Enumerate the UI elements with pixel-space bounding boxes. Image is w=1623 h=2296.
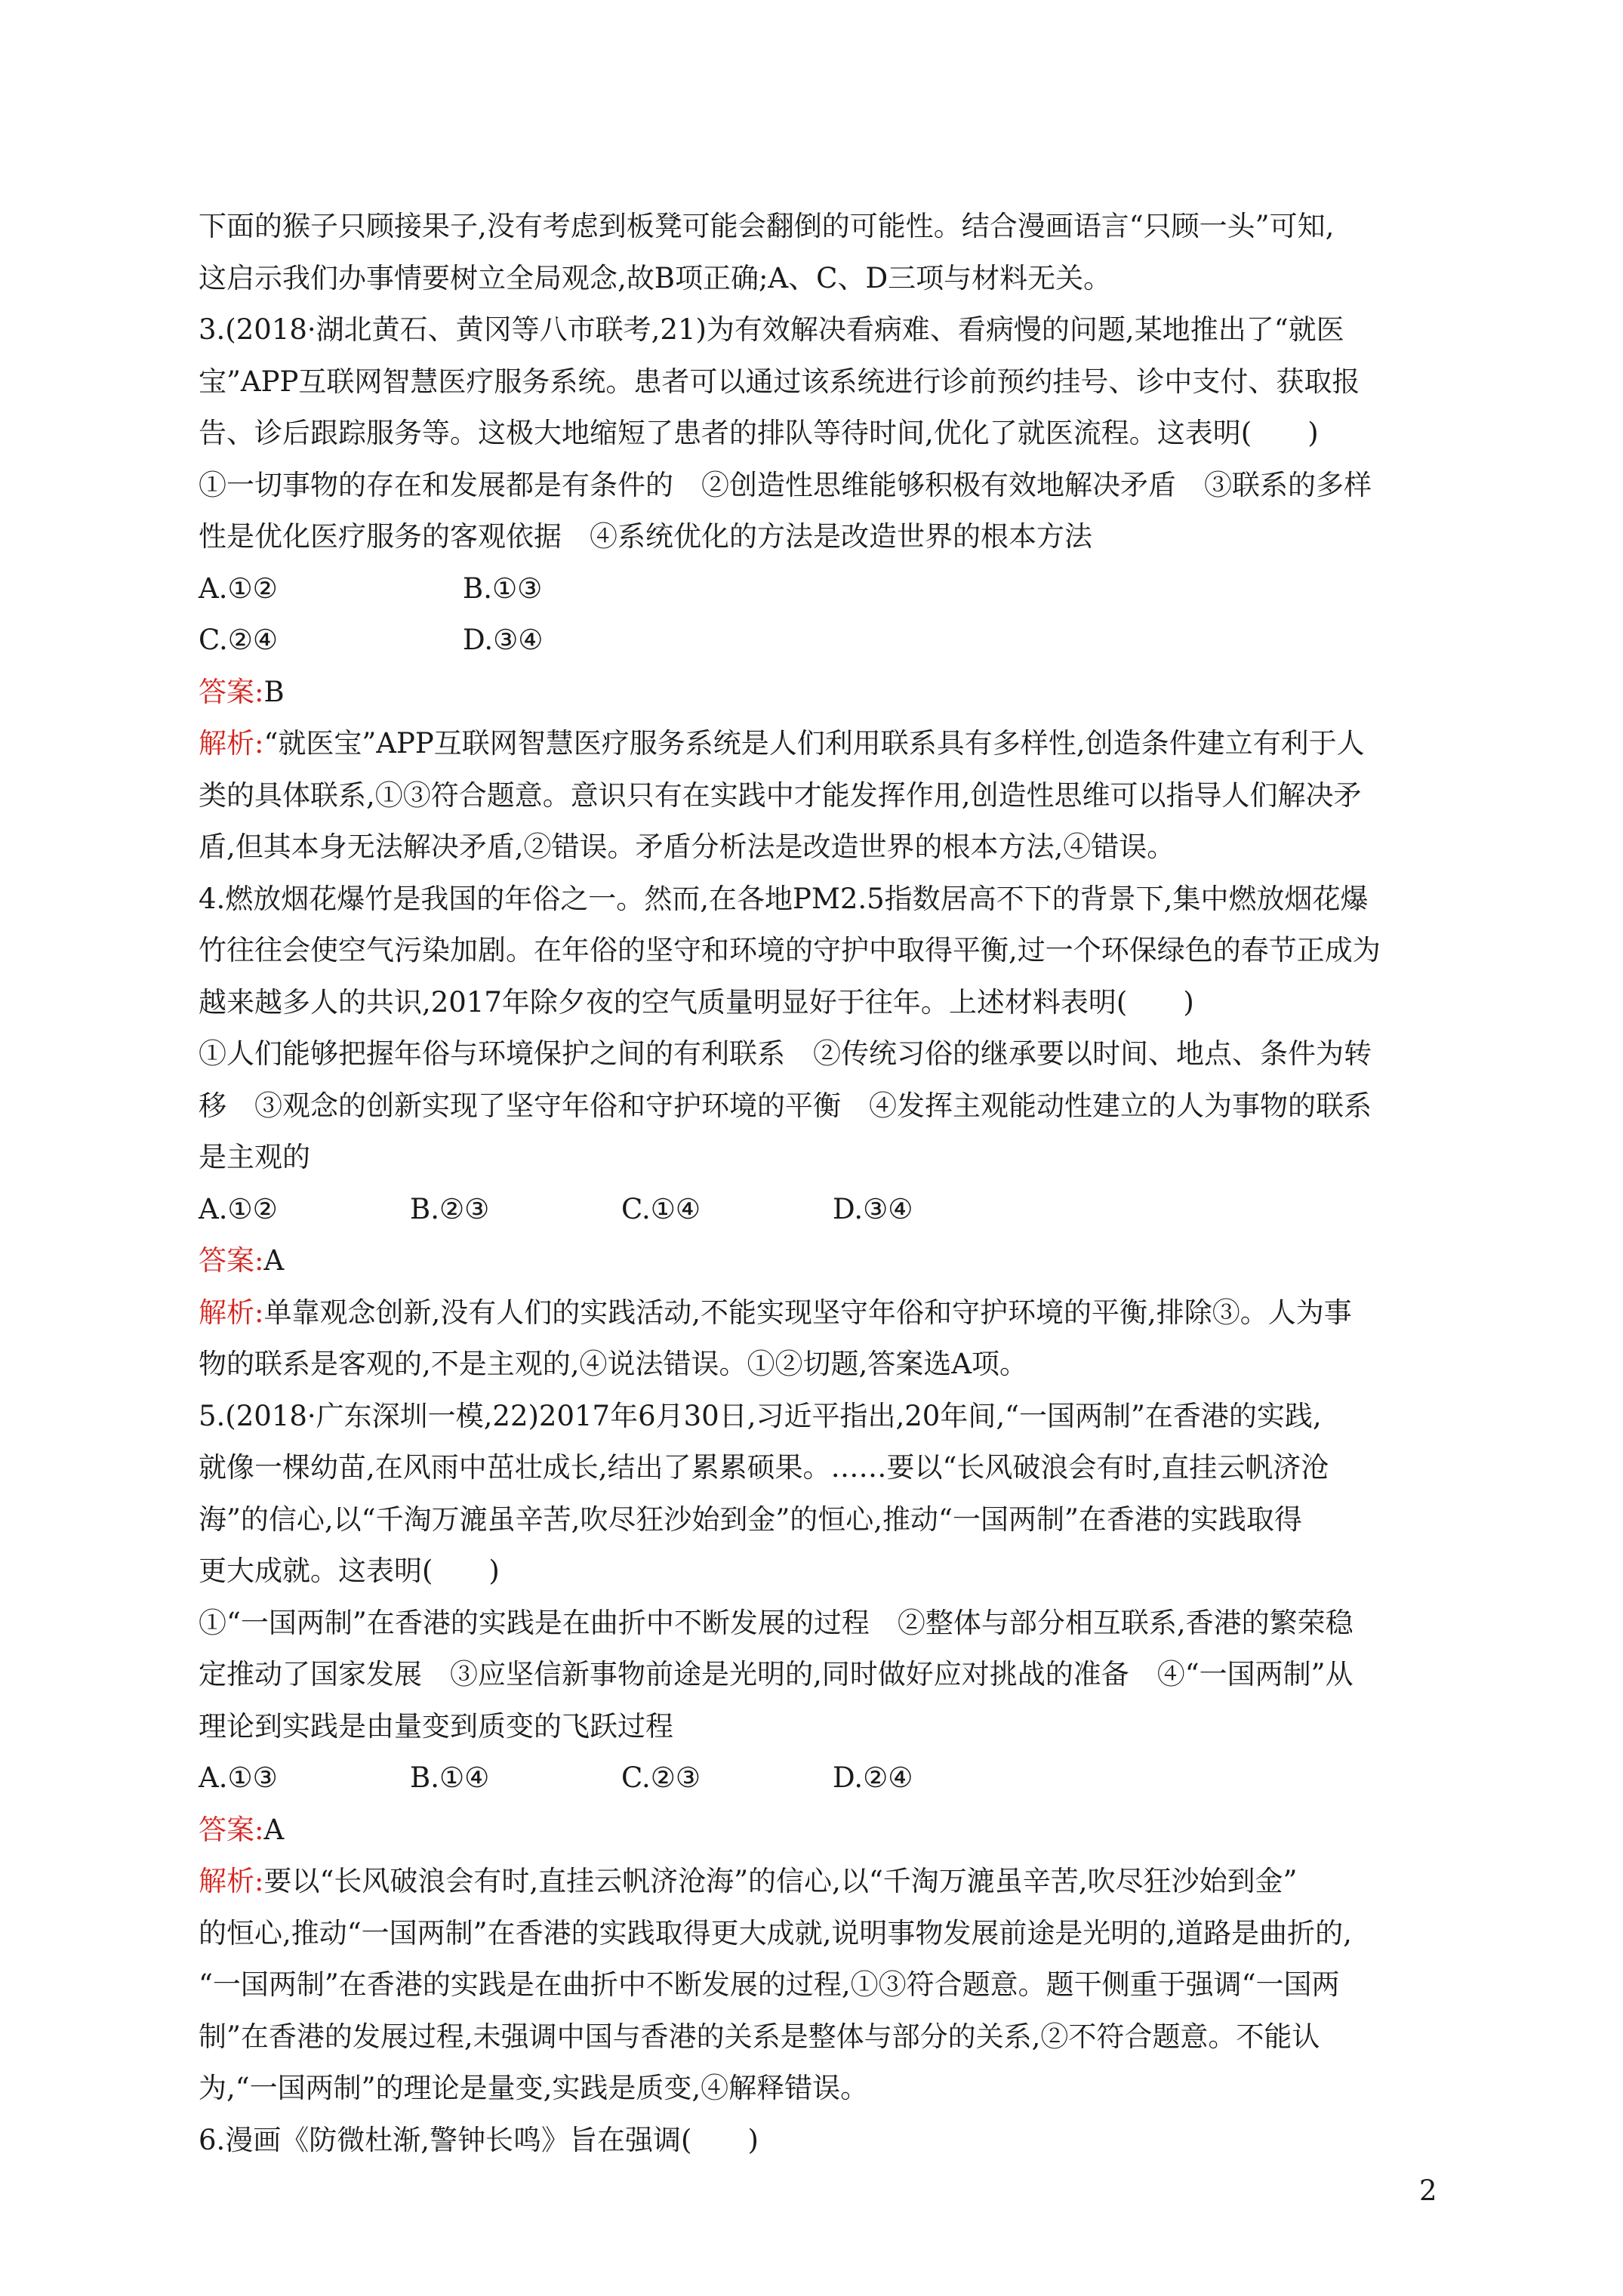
question-4-statements: 移 ③观念的创新实现了坚守年俗和守护环境的平衡 ④发挥主观能动性建立的人为事物的联系 bbox=[199, 1089, 1372, 1122]
question-5-options-row bbox=[199, 1752, 1437, 1804]
explanation-text: 单靠观念创新,没有人们的实践活动,不能实现坚守年俗和守护环境的平衡,排除③。人为事 bbox=[263, 1296, 1352, 1329]
explanation-text: “一国两制”在香港的实践是在曲折中不断发展的过程,①③符合题意。题干侧重于强调“一国两 bbox=[199, 1968, 1340, 2001]
explanation-text: 盾,但其本身无法解决矛盾,②错误。矛盾分析法是改造世界的根本方法,④错误。 bbox=[199, 831, 1175, 863]
explanation-text: 类的具体联系,①③符合题意。意识只有在实践中才能发挥作用,创造性思维可以指导人们解决矛 bbox=[199, 778, 1362, 812]
question-4-stem: 越来越多人的共识,2017年除夕夜的空气质量明显好于往年。上述材料表明( ) bbox=[199, 985, 1194, 1019]
explanation-text: 物的联系是客观的,不是主观的,④说法错误。①②切题,答案选A项。 bbox=[199, 1348, 1028, 1380]
question-3-stem: 告、诊后跟踪服务等。这极大地缩短了患者的排队等待时间,优化了就医流程。这表明( ) bbox=[199, 417, 1319, 449]
answer-label: 答案: bbox=[199, 1244, 264, 1277]
text-line: 下面的猴子只顾接果子,没有考虑到板凳可能会翻倒的可能性。结合漫画语言“只顾一头”可知, bbox=[199, 210, 1335, 242]
page-number: 2 bbox=[1419, 2174, 1437, 2207]
explanation-label: 解析: bbox=[199, 1865, 264, 1897]
question-4-answer bbox=[199, 1235, 1437, 1287]
option-a: A.①② bbox=[199, 1192, 278, 1225]
question-3-stem: 宝”APP互联网智慧医疗服务系统。患者可以通过该系统进行诊前预约挂号、诊中支付、获取报 bbox=[199, 365, 1360, 398]
answer-value: A bbox=[263, 1244, 285, 1277]
question-5-explanation bbox=[199, 1856, 1437, 1908]
question-5-answer bbox=[199, 1804, 1437, 1857]
question-5-stem: 就像一棵幼苗,在风雨中茁壮成长,结出了累累硕果。……要以“长风破浪会有时,直挂云帆济沧 bbox=[199, 1451, 1329, 1484]
answer-value: B bbox=[263, 675, 285, 708]
question-5-stem: 海”的信心,以“千淘万漉虽辛苦,吹尽狂沙始到金”的恒心,推动“一国两制”在香港的实践取得 bbox=[199, 1502, 1302, 1536]
answer-value: A bbox=[263, 1813, 285, 1846]
option-a: A.①② bbox=[199, 572, 278, 605]
question-5-stem: 5.(2018·广东深圳一模,22)2017年6月30日,习近平指出,20年间,“一国两制”在香港的实践, bbox=[199, 1399, 1322, 1432]
explanation-label: 解析: bbox=[199, 1296, 264, 1329]
option-c: C.②④ bbox=[199, 624, 279, 656]
option-a: A.①③ bbox=[199, 1761, 278, 1794]
explanation-text: 为,“一国两制”的理论是量变,实践是质变,④解释错误。 bbox=[199, 2072, 869, 2104]
question-4-statements: 是主观的 bbox=[199, 1141, 310, 1173]
question-3-options-row bbox=[199, 615, 1437, 667]
option-c: C.①④ bbox=[621, 1192, 701, 1225]
question-5-statements: 理论到实践是由量变到质变的飞跃过程 bbox=[199, 1709, 673, 1743]
answer-label: 答案: bbox=[199, 675, 264, 708]
explanation-text: 要以“长风破浪会有时,直挂云帆济沧海”的信心,以“千淘万漉虽辛苦,吹尽狂沙始到金” bbox=[263, 1865, 1298, 1897]
question-3-answer bbox=[199, 667, 1437, 719]
document-body bbox=[199, 201, 1437, 2166]
explanation-text: “就医宝”APP互联网智慧医疗服务系统是人们利用联系具有多样性,创造条件建立有利于人 bbox=[263, 727, 1365, 760]
question-4-options-row bbox=[199, 1184, 1437, 1236]
option-b: B.①③ bbox=[463, 572, 543, 605]
question-3-statements: 性是优化医疗服务的客观依据 ④系统优化的方法是改造世界的根本方法 bbox=[199, 520, 1092, 553]
question-5-statements: ①“一国两制”在香港的实践是在曲折中不断发展的过程 ②整体与部分相互联系,香港的繁荣稳 bbox=[199, 1606, 1354, 1639]
explanation-label: 解析: bbox=[199, 727, 264, 760]
question-3-stem: 3.(2018·湖北黄石、黄冈等八市联考,21)为有效解决看病难、看病慢的问题,某地推出了“就医 bbox=[199, 313, 1344, 346]
question-5-stem: 更大成就。这表明( ) bbox=[199, 1555, 500, 1587]
question-4-explanation bbox=[199, 1287, 1437, 1339]
question-4-stem: 竹往往会使空气污染加剧。在年俗的坚守和环境的守护中取得平衡,过一个环保绿色的春节正成为 bbox=[199, 934, 1381, 966]
question-4-stem: 4.燃放烟花爆竹是我国的年俗之一。然而,在各地PM2.5指数居高不下的背景下,集中燃放烟花爆 bbox=[199, 882, 1369, 915]
question-3-options-row bbox=[199, 563, 1437, 615]
option-b: B.②③ bbox=[410, 1192, 490, 1225]
option-c: C.②③ bbox=[621, 1761, 701, 1794]
text-line: 这启示我们办事情要树立全局观念,故B项正确;A、C、D三项与材料无关。 bbox=[199, 261, 1112, 294]
question-3-explanation bbox=[199, 718, 1437, 770]
option-b: B.①④ bbox=[410, 1761, 490, 1794]
option-d: D.③④ bbox=[463, 624, 544, 656]
question-4-statements: ①人们能够把握年俗与环境保护之间的有利联系 ②传统习俗的继承要以时间、地点、条件为转 bbox=[199, 1037, 1372, 1070]
explanation-text: 的恒心,推动“一国两制”在香港的实践取得更大成就,说明事物发展前途是光明的,道路是曲折的, bbox=[199, 1916, 1352, 1949]
option-d: D.③④ bbox=[833, 1192, 913, 1225]
answer-label: 答案: bbox=[199, 1813, 264, 1846]
question-3-statements: ①一切事物的存在和发展都是有条件的 ②创造性思维能够积极有效地解决矛盾 ③联系的多样 bbox=[199, 468, 1372, 501]
question-5-statements: 定推动了国家发展 ③应坚信新事物前途是光明的,同时做好应对挑战的准备 ④“一国两制”从 bbox=[199, 1658, 1354, 1690]
option-d: D.②④ bbox=[833, 1761, 913, 1794]
explanation-text: 制”在香港的发展过程,未强调中国与香港的关系是整体与部分的关系,②不符合题意。不能认 bbox=[199, 2020, 1320, 2053]
question-6-stem: 6.漫画《防微杜渐,警钟长鸣》旨在强调( ) bbox=[199, 2123, 759, 2156]
